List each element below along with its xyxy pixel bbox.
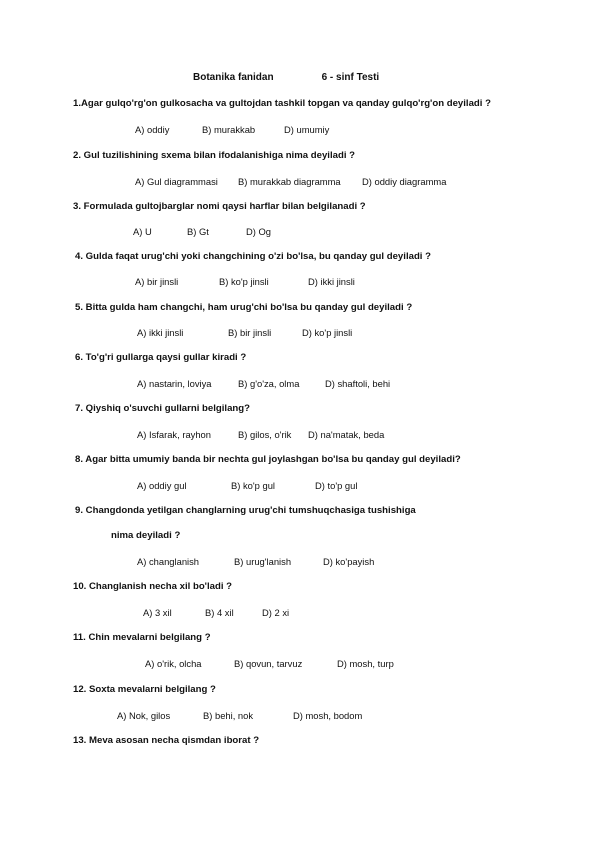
option-b: B) Gt — [187, 226, 209, 237]
question-13: 13. Meva asosan necha qismdan iborat ? — [73, 735, 260, 746]
question-8: 8. Agar bitta umumiy banda bir nechta gul joylashgan bo'lsa bu qanday gul deyiladi? — [75, 454, 461, 465]
option-d: D) ko'p jinsli — [302, 327, 353, 338]
grade-title: 6 - sinf Testi — [321, 72, 380, 83]
question-6: 6. To'g'ri gullarga qaysi gullar kiradi ? — [75, 352, 247, 363]
question-12: 12. Soxta mevalarni belgilang ? — [73, 684, 216, 695]
option-b: B) murakkab — [202, 124, 256, 135]
option-a: A) U — [133, 226, 152, 237]
options-6 — [137, 378, 390, 389]
question-9: 9. Changdonda yetilgan changlarning urug'chi tumshuqchasiga tushishiga — [75, 505, 416, 516]
question-2: 2. Gul tuzilishining sxema bilan ifodalanishiga nima deyiladi ? — [73, 150, 356, 161]
option-b: B) ko'p jinsli — [219, 276, 269, 287]
option-b: B) g'o'za, olma — [238, 378, 300, 389]
option-d: D) to'p gul — [315, 480, 358, 491]
question-1: 1.Agar gulqo'rg'on gulkosacha va gultojdan tashkil topgan va qanday gulqo'rg'on deyiladi ? — [73, 98, 491, 109]
question-9-continued: nima deyiladi ? — [111, 530, 181, 541]
options-3 — [133, 226, 271, 237]
option-a: A) oddiy gul — [137, 480, 187, 491]
option-d: D) oddiy diagramma — [362, 176, 447, 187]
option-d: D) ko'payish — [323, 556, 375, 567]
option-a: A) o'rik, olcha — [145, 658, 202, 669]
option-a: A) Nok, gilos — [117, 710, 171, 721]
option-d: D) 2 xi — [262, 607, 290, 618]
question-4: 4. Gulda faqat urug'chi yoki changchining o'zi bo'lsa, bu qanday gul deyiladi ? — [75, 251, 431, 262]
option-a: A) nastarin, loviya — [137, 378, 212, 389]
options-4 — [135, 276, 355, 287]
option-d: D) mosh, bodom — [293, 710, 363, 721]
option-d: D) Og — [246, 226, 272, 237]
options-12 — [117, 710, 362, 721]
option-a: A) changlanish — [137, 556, 200, 567]
option-d: D) umumiy — [284, 124, 330, 135]
option-b: B) urug'lanish — [234, 556, 292, 567]
option-b: B) bir jinsli — [228, 327, 272, 338]
option-b: B) murakkab diagramma — [238, 176, 341, 187]
options-9 — [137, 556, 374, 567]
option-b: B) 4 xil — [205, 607, 234, 618]
option-d: D) na'matak, beda — [308, 429, 385, 440]
option-a: A) 3 xil — [143, 607, 172, 618]
options-2 — [135, 176, 446, 187]
option-a: A) oddiy — [135, 124, 170, 135]
options-8 — [137, 480, 357, 491]
option-a: A) ikki jinsli — [137, 327, 184, 338]
option-b: B) ko'p gul — [231, 480, 276, 491]
options-11 — [145, 658, 394, 669]
question-10: 10. Changlanish necha xil bo'ladi ? — [73, 581, 233, 592]
question-11: 11. Chin mevalarni belgilang ? — [73, 632, 211, 643]
option-b: B) behi, nok — [203, 710, 254, 721]
question-7: 7. Qiyshiq o'suvchi gullarni belgilang? — [75, 403, 250, 414]
page-title — [193, 72, 379, 83]
option-a: A) bir jinsli — [135, 276, 179, 287]
option-d: D) mosh, turp — [337, 658, 394, 669]
option-d: D) ikki jinsli — [308, 276, 355, 287]
option-b: B) qovun, tarvuz — [234, 658, 303, 669]
options-1 — [135, 124, 329, 135]
subject-title: Botanika fanidan — [193, 72, 274, 83]
options-10 — [143, 607, 289, 618]
option-d: D) shaftoli, behi — [325, 378, 391, 389]
question-3: 3. Formulada gultojbarglar nomi qaysi harflar bilan belgilanadi ? — [73, 201, 366, 212]
question-5: 5. Bitta gulda ham changchi, ham urug'chi bo'lsa bu qanday gul deyiladi ? — [75, 302, 413, 313]
options-5 — [137, 327, 352, 338]
option-a: A) Isfarak, rayhon — [137, 429, 211, 440]
option-a: A) Gul diagrammasi — [135, 176, 218, 187]
option-b: B) gilos, o'rik — [238, 429, 292, 440]
options-7 — [137, 429, 384, 440]
